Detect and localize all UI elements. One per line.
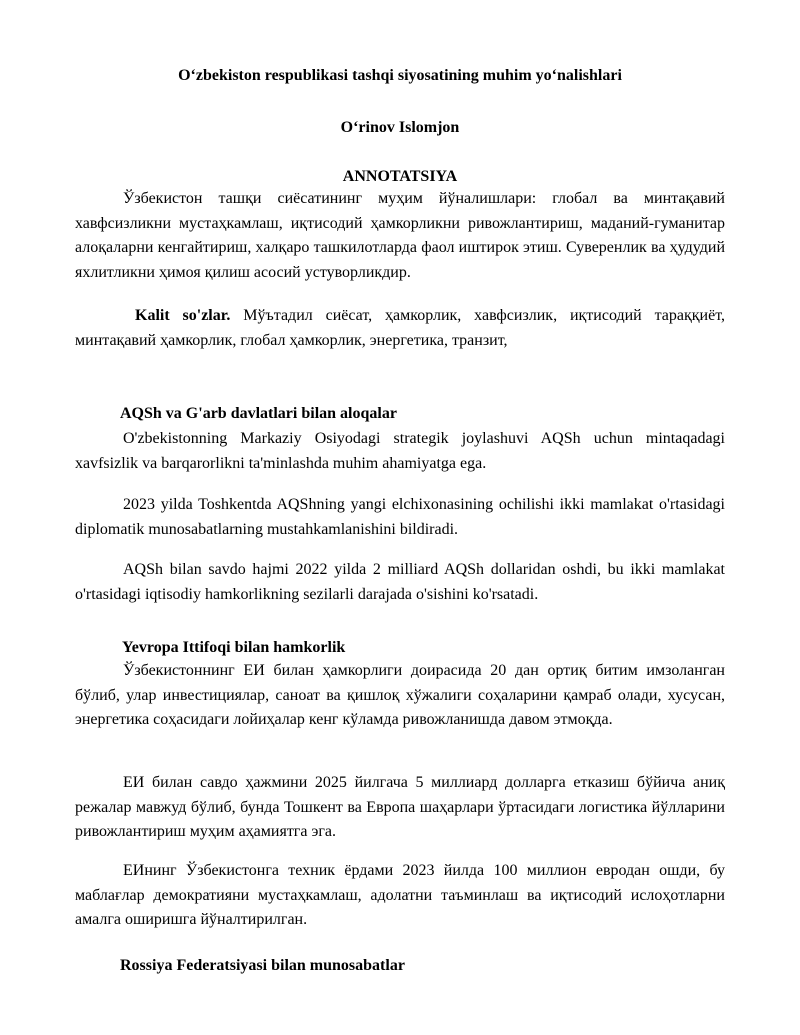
annotation-heading: ANNOTATSIYA bbox=[342, 168, 458, 185]
document-author: O‘rinov Islomjon bbox=[340, 119, 460, 136]
section-heading-usa-west: AQSh va G'arb davlatlari bilan aloqalar bbox=[120, 405, 397, 422]
keywords-list: Мўътадил сиёсат, ҳамкорлик, хавфсизлик, иқтисодий тараққиёт, минтақавий ҳамкорлик, глобал ҳамкорлик, энергетика, транзит, bbox=[75, 307, 726, 349]
section-usa-paragraph-3: AQSh bilan savdo hajmi 2022 yilda 2 milliard AQSh dollaridan oshdi, bu ikki mamlakat o'rtasidagi iqtisodiy hamkorlikning sezilarli darajada o'sishini ko'rsatadi. bbox=[75, 561, 725, 603]
document-title: O‘zbekiston respublikasi tashqi siyosatining muhim yo‘nalishlari bbox=[178, 67, 622, 84]
annotation-paragraph: Ўзбекистон ташқи сиёсатининг муҳим йўналишлари: глобал ва минтақавий хавфсизликни мустаҳкамлаш, иқтисодий ҳамкорликни ривожлантириш, маданий-гуманитар алоқаларни кенгайтириш, халқаро ташкилотларда фаол иштирок этиш. Суверенлик ва ҳудудий яхлитликни ҳимоя қилиш асосий устуворликдир. bbox=[75, 190, 725, 281]
section-eu-paragraph-1: Ўзбекистоннинг ЕИ билан ҳамкорлиги доирасида 20 дан ортиқ битим имзоланган бўлиб, улар инвестициялар, саноат ва қишлоқ хўжалиги соҳаларини қамраб олади, хусусан, энергетика соҳасидаги лойиҳалар кенг кўламда ривожланишда давом этмоқда. bbox=[75, 662, 725, 728]
keywords-label: Kalit so'zlar. bbox=[135, 307, 231, 324]
section-usa-paragraph-1: O'zbekistonning Markaziy Osiyodagi strategik joylashuvi AQSh uchun mintaqadagi xavfsizlik va barqarorlikni ta'minlashda muhim ahamiyatga ega. bbox=[75, 430, 725, 472]
keywords-paragraph bbox=[75, 304, 725, 353]
section-heading-russia: Rossiya Federatsiyasi bilan munosabatlar bbox=[120, 957, 405, 974]
section-usa-paragraph-2: 2023 yilda Toshkentda AQShning yangi elchixonasining ochilishi ikki mamlakat o'rtasidagi diplomatik munosabatlarning mustahkamlanishini bildiradi. bbox=[75, 496, 725, 538]
section-eu-paragraph-2: ЕИ билан савдо ҳажмини 2025 йилгача 5 миллиард долларга етказиш бўйича аниқ режалар мавжуд бўлиб, бунда Тошкент ва Европа шаҳарлари ўртасидаги логистика йўлларини ривожлантириш муҳим аҳамиятга эга. bbox=[75, 774, 725, 840]
section-eu-paragraph-3: ЕИнинг Ўзбекистонга техник ёрдами 2023 йилда 100 миллион евродан ошди, бу маблағлар демократияни мустаҳкамлаш, адолатни таъминлаш ва иқтисодий ислоҳотларни амалга оширишга йўналтирилган. bbox=[75, 862, 725, 928]
section-heading-eu: Yevropa Ittifoqi bilan hamkorlik bbox=[122, 639, 346, 656]
